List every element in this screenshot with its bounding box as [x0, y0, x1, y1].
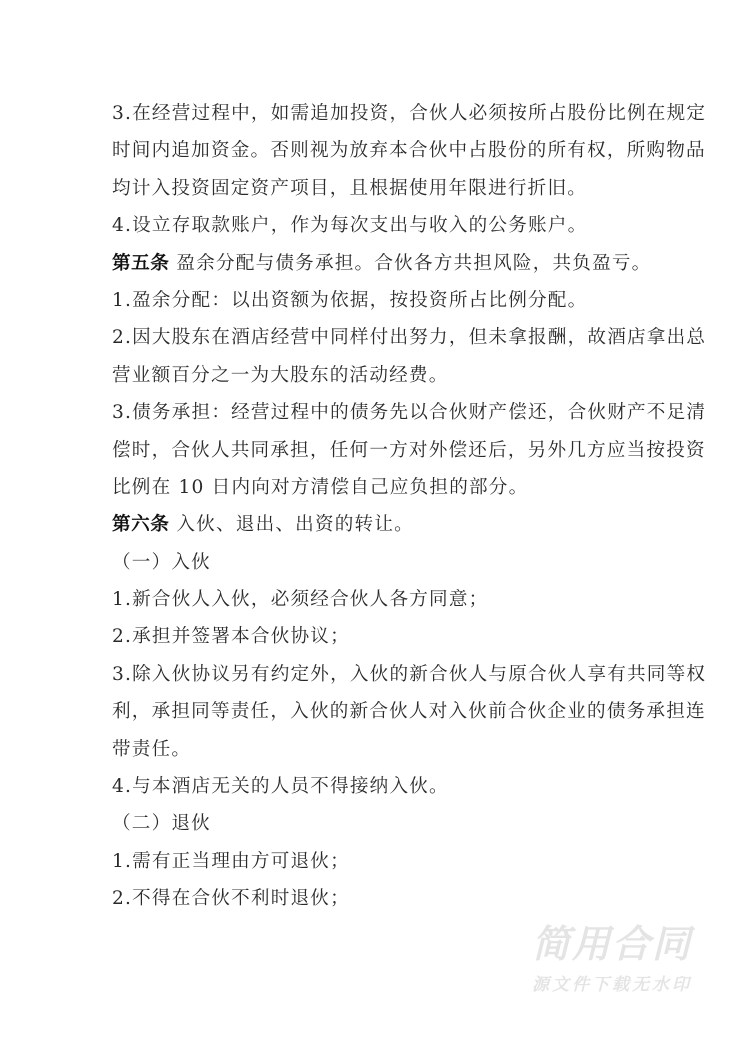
watermark — [512, 922, 712, 1000]
section-heading: （一）入伙 — [112, 551, 211, 573]
article-five-line — [112, 245, 652, 282]
watermark-subtitle: 源文件下载无水印 — [532, 975, 692, 995]
paragraph-line: 1.盈余分配：以出资额为依据，按投资所占比例分配。 — [112, 289, 588, 311]
article-six-line — [112, 506, 632, 543]
paragraph-line: 比例在 10 日内向对方清偿自己应负担的部分。 — [112, 476, 529, 498]
paragraph-line: 均计入投资固定资产项目，且根据使用年限进行折旧。 — [112, 177, 588, 199]
watermark-title: 简用合同 — [531, 922, 692, 966]
article-heading: 第五条 — [112, 252, 170, 274]
section-heading: （二）退伙 — [112, 813, 211, 835]
paragraph-line: 2.承担并签署本合伙协议； — [112, 626, 350, 648]
document-page — [112, 95, 707, 918]
paragraph-line: 营业额百分之一为大股东的活动经费。 — [112, 364, 449, 386]
paragraph-line: 3.债务承担：经营过程中的债务先以合伙财产偿还，合伙财产不足清 — [112, 402, 707, 424]
paragraph-line: 时间内追加资金。否则视为放弃本合伙中占股份的所有权，所购物品 — [112, 140, 706, 162]
paragraph-line: 偿时，合伙人共同承担，任何一方对外偿还后，另外几方应当按投资 — [112, 439, 706, 461]
paragraph-line: 3.除入伙协议另有约定外，入伙的新合伙人与原合伙人享有共同等权 — [112, 663, 707, 685]
paragraph-line: 3.在经营过程中，如需追加投资，合伙人必须按所占股份比例在规定 — [112, 103, 707, 124]
article-title: 入伙、退出、出资的转让。 — [169, 514, 414, 536]
paragraph-line: 4.设立存取款账户，作为每次支出与收入的公务账户。 — [112, 215, 588, 237]
paragraph-line: 1.新合伙人入伙，必须经合伙人各方同意； — [112, 589, 489, 611]
paragraph-line: 1.需有正当理由方可退伙； — [112, 850, 350, 872]
paragraph-line: 2.因大股东在酒店经营中同样付出努力，但未拿报酬，故酒店拿出总 — [112, 327, 707, 349]
article-title: 盈余分配与债务承担。合伙各方共担风险，共负盈亏。 — [169, 252, 652, 274]
paragraph-line: 2.不得在合伙不利时退伙； — [112, 888, 350, 910]
paragraph-line: 利，承担同等责任，入伙的新合伙人对入伙前合伙企业的债务承担连 — [112, 701, 706, 723]
article-heading: 第六条 — [112, 514, 170, 536]
paragraph-line: 带责任。 — [112, 738, 192, 760]
paragraph-line: 4.与本酒店无关的人员不得接纳入伙。 — [112, 776, 449, 798]
